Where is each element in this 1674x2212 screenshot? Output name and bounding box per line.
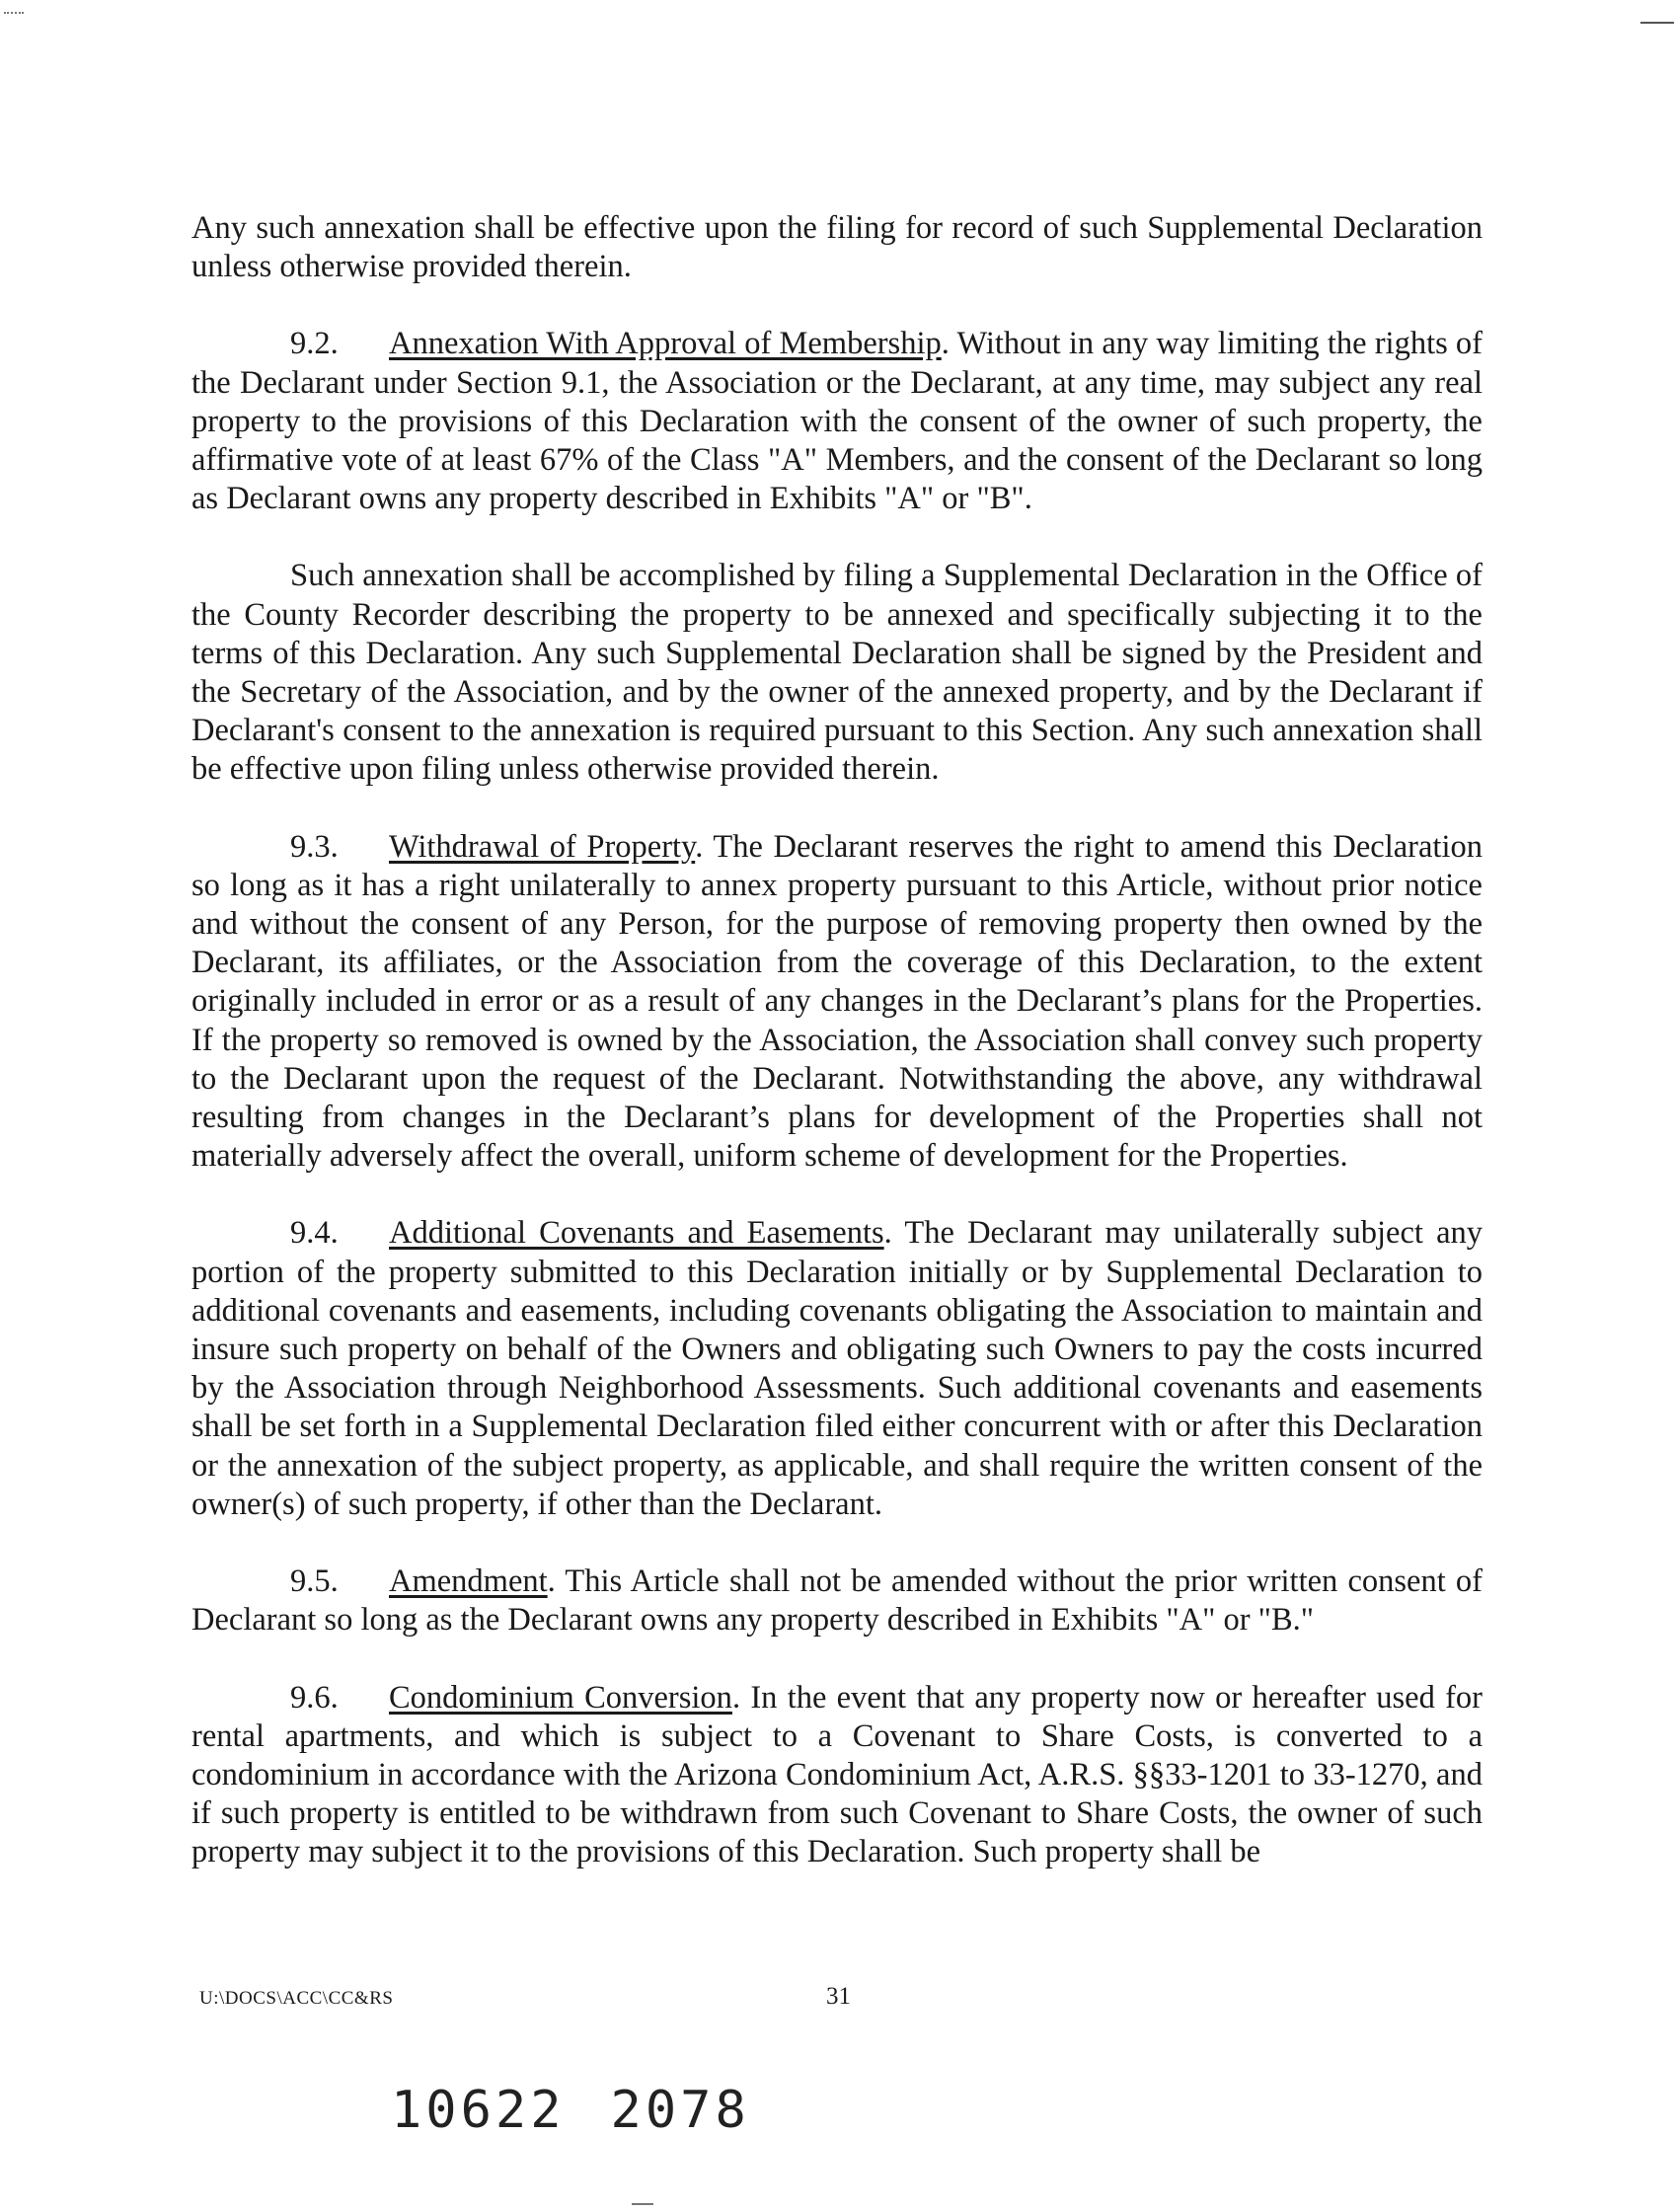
- section-9-3: 9.3. Withdrawal of Property. The Declarant reserves the right to amend this Declaration so long as it has a right unilaterally to annex property pursuant to this Article, without prior notice and without the consent of any Person, for the purpose of removing property then owned by the Declarant, its affiliates, or the Association from the coverage of this Declaration, to the extent originally included in error or as a result of any changes in the Declarant’s plans for the Properties. If the property so removed is owned by the Association, the Association shall convey such property to the Declarant upon the request of the Declarant. Notwithstanding the above, any withdrawal resulting from changes in the Declarant’s plans for development of the Properties shall not materially adversely affect the overall, uniform scheme of development for the Properties.: [191, 828, 1483, 1175]
- section-text: This Article shall not be amended without the prior written consent of Declarant so long as the Declarant owns any property described in Exhibits "A" or "B.": [191, 1564, 1483, 1639]
- section-text: Without in any way limiting the rights of the Declarant under Section 9.1, the Association or the Declarant, at any time, may subject any real property to the provisions of this Declaration with the consent of the owner of such property, the affirmative vote of at least 67% of the Class "A" Members, and the consent of the Declarant so long as Declarant owns any property described in Exhibits "A" or "B".: [191, 326, 1484, 517]
- section-number: 9.2.: [290, 326, 339, 362]
- section-9-4: 9.4. Additional Covenants and Easements. The Declarant may unilaterally subject any portion of the property submitted to this Declaration initially or by Supplemental Declaration to additional covenants and easements, including covenants obligating the Association to maintain and insure such property on behalf of the Owners and obligating such Owners to pay the costs incurred by the Association through Neighborhood Assessments. Such additional covenants and easements shall be set forth in a Supplemental Declaration filed either concurrent with or after this Declaration or the annexation of the subject property, as applicable, and shall require the written consent of the owner(s) of such property, if other than the Declarant.: [191, 1215, 1483, 1522]
- section-heading: Condominium Conversion: [389, 1679, 732, 1716]
- section-number: 9.5.: [290, 1564, 339, 1600]
- intro-paragraph: Any such annexation shall be effective upon the filing for record of such Supplemental Declaration unless otherwise provided therein.: [191, 210, 1483, 285]
- section-heading: Additional Covenants and Easements: [389, 1215, 884, 1252]
- section-heading: Annexation With Approval of Membership: [389, 326, 942, 362]
- footer-file-path: U:\DOCS\ACC\CC&RS: [199, 1988, 394, 2009]
- section-9-6: 9.6. Condominium Conversion. In the event that any property now or hereafter used for rental apartments, and which is subject to a Covenant to Share Costs, is converted to a condominium in accordance with the Arizona Condominium Act, A.R.S. §§33-1201 to 33-1270, and if such property is entitled to be withdrawn from such Covenant to Share Costs, the owner of such property may subject it to the provisions of this Declaration. Such property shall be: [191, 1679, 1483, 1870]
- scan-mark-bottom: [632, 2203, 653, 2205]
- section-number: 9.6.: [290, 1679, 339, 1716]
- section-9-2: 9.2. Annexation With Approval of Membership. Without in any way limiting the rights of the Declarant under Section 9.1, the Association or the Declarant, at any time, may subject any real property to the provisions of this Declaration with the consent of the owner of such property, the affirmative vote of at least 67% of the Class "A" Members, and the consent of the Declarant so long as Declarant owns any property described in Exhibits "A" or "B".: [191, 326, 1484, 517]
- section-text: In the event that any property now or hereafter used for rental apartments, and which is subject to a Covenant to Share Costs, is converted to a condominium in accordance with the Arizona Condominium Act, A.R.S. §§33-1201 to 33-1270, and if such property is entitled to be withdrawn from such Covenant to Share Costs, the owner of such property may subject it to the provisions of this Declaration. Such property shall be: [191, 1679, 1483, 1870]
- stamp-page-number: 2078: [610, 2081, 750, 2140]
- section-text: The Declarant may unilaterally subject any portion of the property submitted to this Declaration initially or by Supplemental Declaration to additional covenants and easements, including covenants obligating the Association to maintain and insure such property on behalf of the Owners and obligating such Owners to pay the costs incurred by the Association through Neighborhood Assessments. Such additional covenants and easements shall be set forth in a Supplemental Declaration filed either concurrent with or after this Declaration or the annexation of the subject property, as applicable, and shall require the written consent of the owner(s) of such property, if other than the Declarant.: [191, 1215, 1483, 1522]
- scan-mark-top-right: [1640, 22, 1674, 24]
- document-body: [191, 209, 1483, 1911]
- section-9-2-continued: Such annexation shall be accomplished by filing a Supplemental Declaration in the Office of the County Recorder describing the property to be annexed and specifically subjecting it to the terms of this Declaration. Any such Supplemental Declaration shall be signed by the President and the Secretary of the Association, and by the owner of the annexed property, and by the Declarant if Declarant's consent to the annexation is required pursuant to this Section. Any such annexation shall be effective upon filing unless otherwise provided therein.: [191, 558, 1483, 788]
- section-number: 9.4.: [290, 1215, 339, 1252]
- recording-stamp: [391, 2081, 750, 2140]
- section-text: The Declarant reserves the right to amend this Declaration so long as it has a right unilaterally to annex property pursuant to this Article, without prior notice and without the consent of any Person, for the purpose of removing property then owned by the Declarant, its affiliates, or the Association from the coverage of this Declaration, to the extent originally included in error or as a result of any changes in the Declarant’s plans for the Properties. If the property so removed is owned by the Association, the Association shall convey such property to the Declarant upon the request of the Declarant. Notwithstanding the above, any withdrawal resulting from changes in the Declarant’s plans for development of the Properties shall not materially adversely affect the overall, uniform scheme of development for the Properties.: [191, 828, 1483, 1175]
- section-number: 9.3.: [290, 828, 339, 865]
- section-9-5: 9.5. Amendment. This Article shall not be amended without the prior written consent of Declarant so long as the Declarant owns any property described in Exhibits "A" or "B.": [191, 1564, 1483, 1639]
- section-heading: Amendment: [389, 1564, 548, 1600]
- stamp-book-number: 10622: [391, 2081, 566, 2140]
- section-heading: Withdrawal of Property: [389, 828, 696, 865]
- page-number: 31: [826, 1983, 851, 2010]
- scan-mark-top-left: [4, 12, 24, 14]
